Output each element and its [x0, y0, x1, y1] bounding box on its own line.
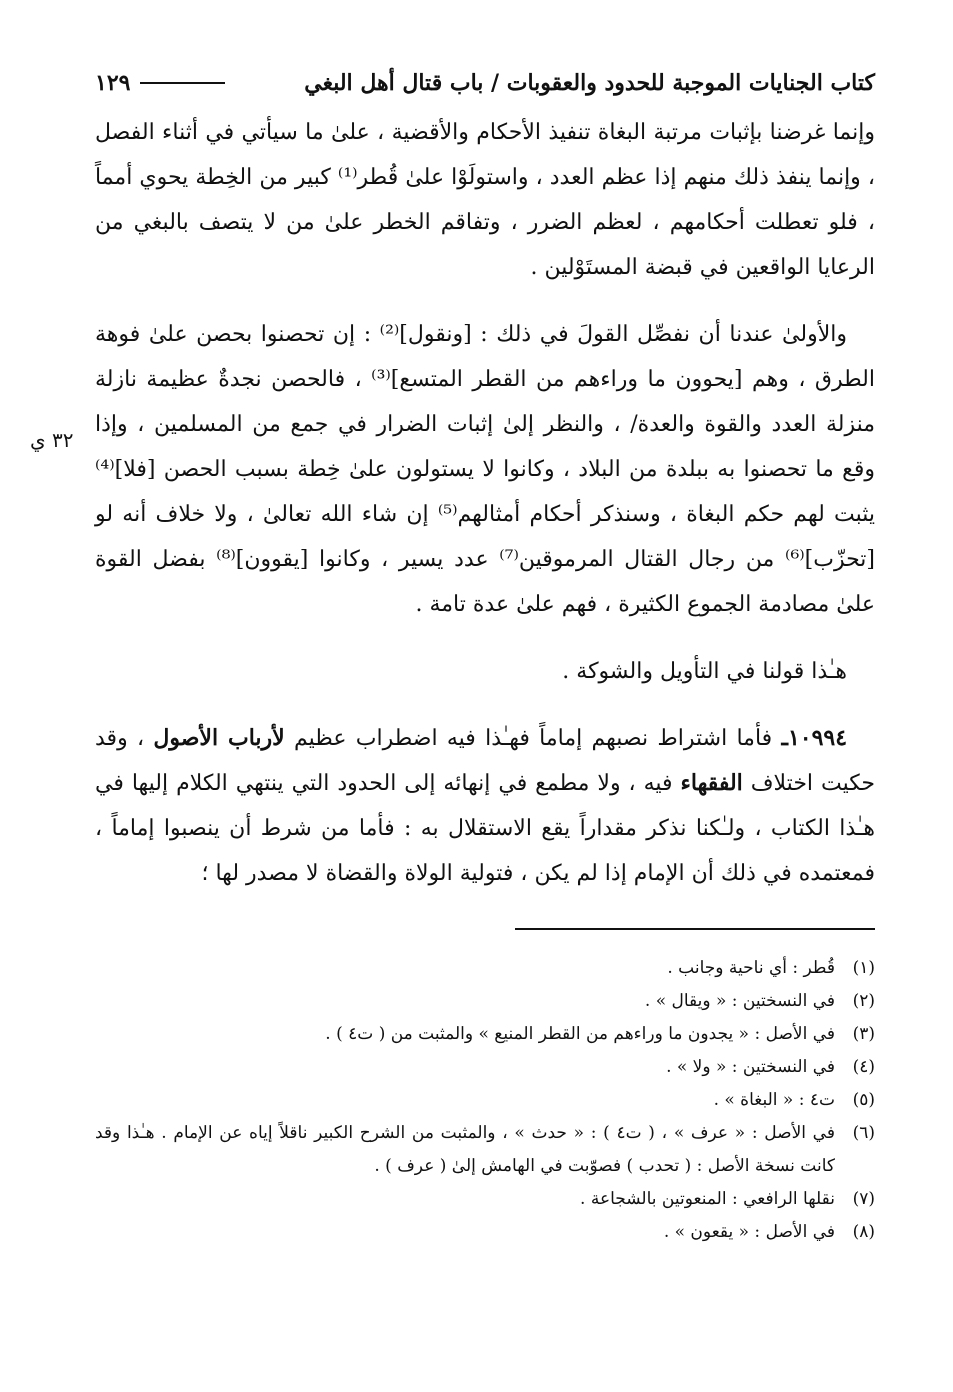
footnote [95, 1216, 875, 1249]
section-rest: فيه ، ولا مطمع في إنهائه إلى الحدود التي ينتهي الكلام إليها في هـٰذا الكتاب ، ولـٰكنا نذكر مقداراً يقع الاستقلال به : فأما من شرط أن ينصبوا إماماً ، فمعتمده في ذلك أن الإمام إذا لم يكن ، فتولية الولاة والقضاة لا مصدر لها ؛ [95, 771, 875, 886]
footnote-text: نقلها الرافعي : المنعوتين بالشجاعة . [580, 1189, 835, 1209]
footnote-text: ت٤ : « البغاة » . [713, 1090, 835, 1110]
footnote-separator [515, 928, 875, 930]
footnote-text: في الأصل : « عرف » ، ( ت٤ ) : « حدث » ، والمثبت من الشرح الكبير ناقلاً إياه عن الإمام . هـٰذا وقد كانت نسخة الأصل : ( تحدب ) فصوّبت في الهامش إلىٰ ( عرف ) . [95, 1123, 835, 1176]
section-lead: فأما اشتراط نصبهم إماماً فهـٰذا فيه اضطراب عظيم [294, 726, 773, 751]
footnote-number: (٢) [852, 991, 875, 1011]
footnote [95, 1117, 875, 1183]
footnote [95, 1018, 875, 1051]
keyword-usul: لأرباب الأصول [153, 725, 285, 751]
footnote-text: في الأصل : « يجدون ما وراءهم من القطر المنيع » والمثبت من ( ت٤ ) . [325, 1024, 835, 1044]
footnote [95, 952, 875, 985]
footnote-number: (٣) [852, 1024, 875, 1044]
page [95, 70, 875, 896]
footnote-text: في النسختين : « ولا » . [666, 1057, 835, 1077]
paragraph: وإنما غرضنا بإثبات مرتبة البغاة تنفيذ الأحكام والأقضية ، علىٰ ما سيأتي في أثناء الفصل ، وإنما ينفذ ذلك منهم إذا عظم العدد ، واستولَوْا علىٰ قُطر⁽¹⁾ كبير من الخِطة يحوي أمماً ، فلو تعطلت أحكامهم ، لعظم الضرر ، وتفاقم الخطر علىٰ من لا يتصف بالبغي من الرعايا الواقعين في قبضة المستَوْلين . [95, 120, 875, 280]
running-header [95, 70, 875, 110]
section-mid: ، وقد حكيت اختلاف [95, 726, 875, 796]
header-rule [140, 82, 225, 84]
footnote-number: (٦) [852, 1123, 875, 1143]
footnote [95, 1183, 875, 1216]
footnotes [95, 952, 875, 1249]
footnote [95, 1051, 875, 1084]
margin-marker: ٣٢ ي [30, 428, 74, 452]
paragraph: والأولىٰ عندنا أن نفصِّل القولَ في ذلك : [ونقول]⁽²⁾ : إن تحصنوا بحصن علىٰ فوهة الطرق ، وهم [يحوون ما وراءهم من القطر المتسع]⁽³⁾ ، فالحصن نجدةٌ عظيمة نازلة منزلة العدد والقوة والعدة/ ، والنظر إلىٰ إثبات الضرار في جمع من المسلمين ، وإذا وقع ما تحصنوا به ببلدة من البلاد ، وكانوا لا يستولون علىٰ خِطة بسبب الحصن [فلا]⁽⁴⁾ يثبت لهم حكم البغاة ، وسنذكر أحكام أمثالهم⁽⁵⁾ إن شاء الله تعالىٰ ، ولا خلاف أنه لو [تحزّب]⁽⁶⁾ من رجال القتال المرموقين⁽⁷⁾ عدد يسير ، وكانوا [يقوون]⁽⁸⁾ بفضل القوة علىٰ مصادمة الجموع الكثيرة ، فهم علىٰ عدة تامة . [95, 322, 876, 617]
header-title: كتاب الجنايات الموجبة للحدود والعقوبات / باب قتال أهل البغي [304, 70, 875, 96]
footnote [95, 1084, 875, 1117]
section-paragraph [95, 716, 875, 896]
main-text [95, 110, 875, 896]
paragraph: هـٰذا قولنا في التأويل والشوكة . [562, 659, 847, 684]
footnote-text: في النسختين : « ويقال » . [644, 991, 835, 1011]
footnote [95, 985, 875, 1018]
footnote-text: في الأصل : « يقعون » . [663, 1222, 835, 1242]
keyword-fuqaha: الفقهاء [680, 770, 743, 796]
page-number: ١٢٩ [95, 70, 131, 96]
footnote-number: (٥) [852, 1090, 875, 1110]
footnote-number: (٨) [852, 1222, 875, 1242]
footnote-text: قُطر : أي ناحية وجانب . [667, 958, 835, 978]
page-number-block [95, 70, 225, 96]
footnote-number: (٧) [852, 1189, 875, 1209]
footnote-number: (٤) [852, 1057, 875, 1077]
section-number: ١٠٩٩٤ـ [781, 725, 848, 751]
footnote-number: (١) [852, 958, 875, 978]
